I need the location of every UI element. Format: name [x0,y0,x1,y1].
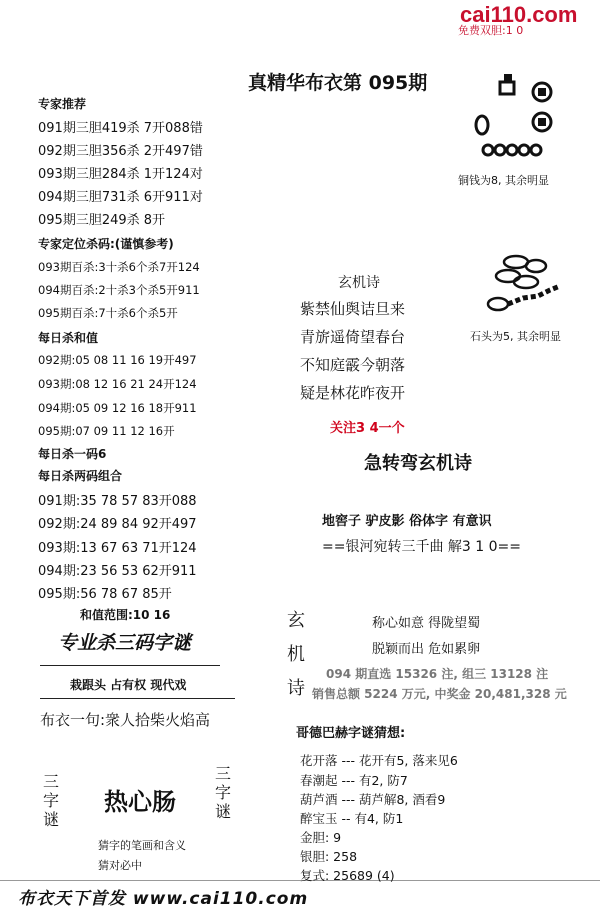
expert-line: 094期三胆731杀 6开911对 [38,190,203,205]
poem-line: 青旂遥倚望春台 [300,328,406,346]
kill-two-line: 095期:56 78 67 85开 [38,587,172,602]
sum-line: 093期:08 12 16 21 24开124 [38,377,197,391]
kill-two-title: 每日杀两码组合 [38,469,123,483]
position-line: 095期百杀:7十杀6个杀5开 [38,306,178,320]
lottery-line: 销售总额 5224 万元, 中奖金 20,481,328 元 [312,687,567,701]
xuanji-vertical-title: 玄机诗 [287,610,305,699]
goldbach-line: 金胆: 9 [300,830,342,845]
xuanji-line: 脱颖而出 危如累卵 [372,642,481,657]
page-title: 真精华布衣第 095期 [248,72,428,94]
position-title: 专家定位杀码:(谨慎参考) [38,237,174,251]
expert-line: 092期三胆356杀 2开497错 [38,144,203,159]
goldbach-line: 葫芦酒 --- 葫芦解8, 酒看9 [300,792,446,807]
divider [40,665,220,666]
riddle-words: 地窖子 驴皮影 俗体字 有意识 [322,514,492,529]
goldbach-line: 银胆: 258 [300,849,358,864]
goldbach-title: 哥德巴赫字谜猜想: [296,726,406,741]
poem-title: 玄机诗 [338,275,380,291]
poem-line: 疑是林花昨夜开 [300,384,406,402]
lottery-line: 094 期直选 15326 注, 组三 13128 注 [326,667,549,681]
goldbach-line: 春潮起 --- 有2, 防7 [300,773,408,788]
coin-caption: 铜钱为8, 其余明显 [458,174,549,187]
kill-two-line: 091期:35 78 57 83开088 [38,494,197,509]
buyi-line: 布衣一句:衆人拾柴火焰高 [40,711,211,729]
divider [40,698,235,699]
poem-line: 不知庭霰今朝落 [300,356,406,374]
expert-line: 093期三胆284杀 1开124对 [38,167,203,182]
poem-line: 紫禁仙舆诘旦来 [300,300,406,318]
expert-line: 091期三胆419杀 7开088错 [38,121,203,136]
position-line: 093期百杀:3十杀6个杀7开124 [38,260,200,274]
goldbach-line: 复式: 25689 (4) [300,868,395,883]
sum-line: 095期:07 09 11 12 16开 [38,424,175,438]
right-three-char-riddle: 三字谜 [214,764,231,821]
riddle-hint: 栽跟头 占有权 现代戏 [70,678,187,692]
sum-title: 每日杀和值 [38,331,99,345]
stone-caption: 石头为5, 其余明显 [470,330,561,343]
goldbach-line: 醉宝玉 -- 有4, 防1 [300,811,404,826]
kill-two-line: 094期:23 56 53 62开911 [38,564,197,579]
hot-word: 热心肠 [104,787,176,816]
free-double-gall: 免费双胆:1 0 [458,24,524,37]
position-line: 094期百杀:2十杀3个杀5开911 [38,283,200,297]
sum-range: 和值范围:10 16 [80,608,171,622]
left-three-char-riddle: 三字谜 [42,772,59,829]
xuanji-line: 称心如意 得陇望蜀 [372,616,481,631]
kill-two-line: 093期:13 67 63 71开124 [38,541,197,556]
kill-two-line: 092期:24 89 84 92开497 [38,517,197,532]
brush-title: 专业杀三码字谜 [58,632,192,654]
footer: 布衣天下首发 www.cai110.com [18,889,309,909]
expert-line: 095期三胆249杀 8开 [38,213,166,228]
guess-line: 猜对必中 [98,859,142,872]
galaxy-line: ==银河宛转三千曲 解3 1 0== [322,539,521,555]
guess-line: 猜字的笔画和含义 [98,839,186,852]
focus-note: 关注3 4一个 [330,421,405,436]
sum-line: 094期:05 09 12 16 18开911 [38,401,197,415]
sharp-turn-title: 急转弯玄机诗 [364,453,472,474]
expert-title: 专家推荐 [38,97,87,111]
stone-pictogram-icon [478,248,578,324]
goldbach-line: 花开落 --- 花开有5, 落来见6 [300,753,458,768]
site-logo: cai110.com [460,2,578,27]
kill-one: 每日杀一码6 [38,447,107,461]
sum-line: 092期:05 08 11 16 19开497 [38,353,197,367]
coin-pictogram-icon [470,70,570,162]
